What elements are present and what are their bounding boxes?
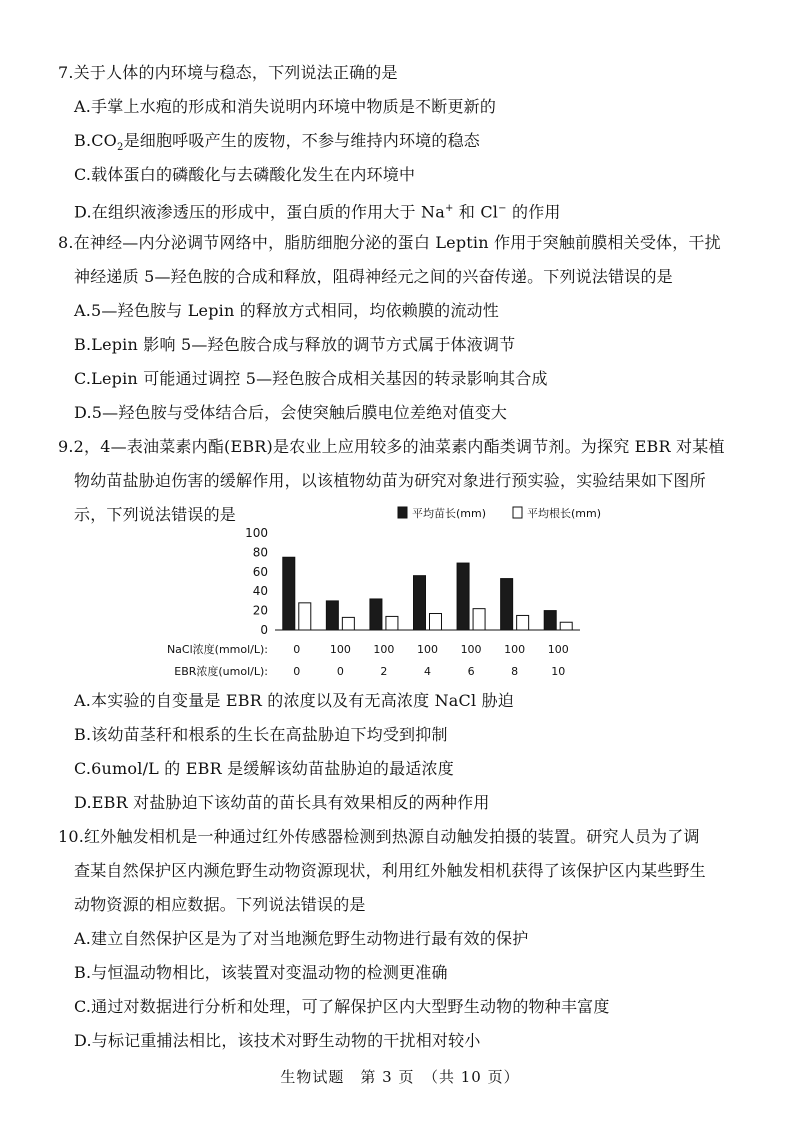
legend-label-1: 平均苗长(mm) [412, 507, 487, 520]
q10-stem-line-2: 查某自然保护区内濒危野生动物资源现状，利用红外触发相机获得了该保护区内某些野生 [74, 861, 706, 880]
q7-stem: 7.关于人体的内环境与稳态，下列说法正确的是 [58, 63, 398, 82]
nacl-row-label: NaCl浓度(mmol/L): [166, 643, 268, 656]
q10-stem-line-3: 动物资源的相应数据。下列说法错误的是 [74, 895, 366, 914]
legend-swatch-1 [398, 507, 407, 518]
q9-stem-line-3: 示，下列说法错误的是 [74, 505, 237, 524]
bar-chart [166, 495, 620, 685]
q8-option-d: D.5—羟色胺与受体结合后，会使突触后膜电位差绝对值变大 [74, 403, 508, 422]
y-tick-label: 80 [252, 545, 268, 560]
bar-root [342, 617, 354, 630]
q8-option-b: B.Lepin 影响 5—羟色胺合成与释放的调节方式属于体液调节 [74, 335, 516, 354]
nacl-value: 100 [373, 643, 395, 656]
nacl-value: 100 [417, 643, 438, 656]
bar-shoot [283, 557, 295, 630]
q10-option-b: B.与恒温动物相比，该装置对变温动物的检测更准确 [74, 963, 448, 982]
q9-option-b: B.该幼苗茎秆和根系的生长在高盐胁迫下均受到抑制 [74, 725, 448, 744]
bar-root [560, 622, 572, 630]
q10-option-d: D.与标记重捕法相比，该技术对野生动物的干扰相对较小 [74, 1031, 481, 1050]
ebr-value: 0 [336, 665, 344, 678]
q7-option-c: C.载体蛋白的磷酸化与去磷酸化发生在内环境中 [74, 165, 416, 184]
q9-option-d: D.EBR 对盐胁迫下该幼苗的苗长具有效果相反的两种作用 [74, 793, 490, 812]
q8-stem-line-1: 8.在神经—内分泌调节网络中，脂肪细胞分泌的蛋白 Leptin 作用于突触前膜相关受体，干扰 [58, 233, 721, 252]
bar-shoot [457, 563, 469, 630]
bar-root [430, 614, 442, 630]
y-tick-label: 60 [252, 564, 268, 579]
q8-option-a: A.5—羟色胺与 Lepin 的释放方式相同，均依赖膜的流动性 [74, 301, 499, 320]
q8-option-c: C.Lepin 可能通过调控 5—羟色胺合成相关基因的转录影响其合成 [74, 369, 548, 388]
nacl-value: 100 [504, 643, 526, 656]
bar-shoot [370, 599, 382, 630]
bar-root [386, 616, 398, 630]
bar-root [473, 609, 485, 630]
q10-stem-line-1: 10.红外触发相机是一种通过红外传感器检测到热源自动触发拍摄的装置。研究人员为了调 [58, 827, 700, 846]
bar-shoot [544, 611, 556, 630]
ebr-value: 8 [511, 665, 519, 678]
nacl-value: 100 [547, 643, 569, 656]
y-tick-label: 20 [252, 603, 268, 618]
bar-root [299, 603, 311, 630]
ebr-value: 10 [551, 665, 566, 678]
q10-option-c: C.通过对数据进行分析和处理，可了解保护区内大型野生动物的物种丰富度 [74, 997, 610, 1016]
legend-swatch-2 [513, 507, 522, 518]
ebr-value: 2 [380, 665, 388, 678]
ebr-value: 4 [424, 665, 431, 678]
q10-option-a: A.建立自然保护区是为了对当地濒危野生动物进行最有效的保护 [74, 929, 529, 948]
q9-stem-line-2: 物幼苗盐胁迫伤害的缓解作用，以该植物幼苗为研究对象进行预实验，实验结果如下图所 [74, 471, 706, 490]
nacl-value: 100 [329, 643, 351, 656]
q7-option-a: A.手掌上水疱的形成和消失说明内环境中物质是不断更新的 [74, 97, 497, 116]
page-footer: 生物试题 第 3 页 （共 10 页） [280, 1068, 520, 1086]
ebr-value: 6 [467, 665, 475, 678]
q7-option-d: D.在组织液渗透压的形成中，蛋白质的作用大于 Na+ 和 Cl− 的作用 [74, 202, 561, 222]
legend-label-2: 平均根长(mm) [527, 507, 602, 520]
bar-root [517, 615, 529, 630]
ebr-value: 0 [293, 665, 301, 678]
bar-shoot [326, 601, 338, 630]
nacl-value: 0 [293, 643, 301, 656]
y-tick-label: 100 [245, 526, 268, 540]
q8-stem-line-2: 神经递质 5—羟色胺的合成和释放，阻碍神经元之间的兴奋传递。下列说法错误的是 [74, 267, 673, 286]
q9-option-a: A.本实验的自变量是 EBR 的浓度以及有无高浓度 NaCl 胁迫 [74, 691, 514, 710]
bar-shoot [501, 579, 513, 630]
q9-option-c: C.6umol/L 的 EBR 是缓解该幼苗盐胁迫的最适浓度 [74, 759, 454, 778]
y-tick-label: 0 [260, 623, 268, 637]
bar-shoot [414, 576, 426, 630]
q9-stem-line-1: 9.2，4—表油菜素内酯(EBR)是农业上应用较多的油菜素内酯类调节剂。为探究 EBR 对某植 [58, 437, 725, 456]
y-tick-label: 40 [252, 584, 268, 599]
nacl-value: 100 [460, 643, 482, 656]
q7-option-b: $B.CO_2$是细胞呼吸产生的废物，不参与维持内环境的稳态 [74, 131, 480, 154]
ebr-row-label: EBR浓度(umol/L): [174, 665, 268, 678]
